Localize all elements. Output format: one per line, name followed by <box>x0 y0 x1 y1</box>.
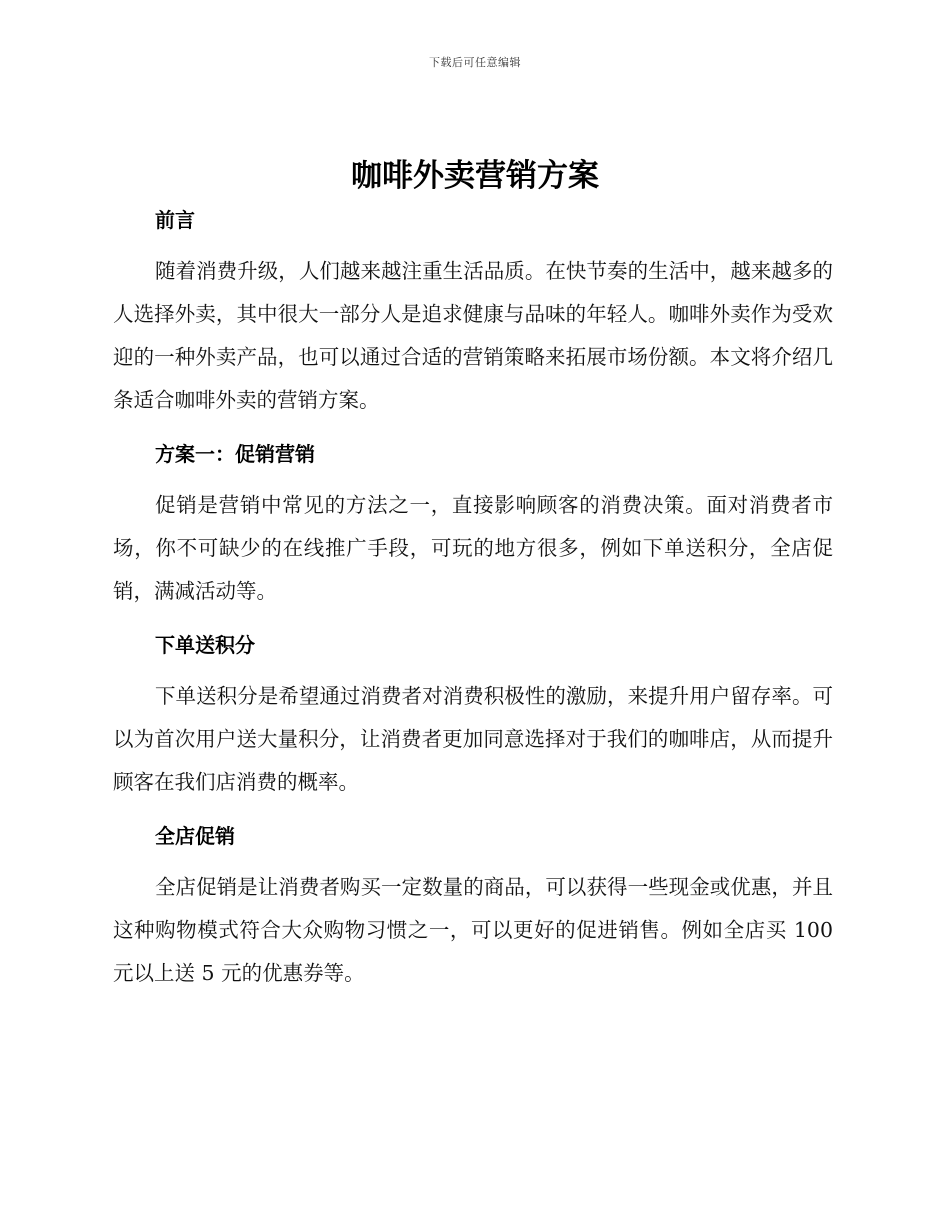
spacer <box>113 804 833 816</box>
section-body-points: 下单送积分是希望通过消费者对消费积极性的激励，来提升用户留存率。可以为首次用户送大量积分，让消费者更加同意选择对于我们的咖啡店，从而提升顾客在我们店消费的概率。 <box>113 684 833 794</box>
section-heading-store-promo: 全店促销 <box>155 824 235 848</box>
document-body <box>113 200 833 995</box>
section-heading-points: 下单送积分 <box>155 633 255 657</box>
section-body-store-promo: 全店促销是让消费者购买一定数量的商品，可以获得一些现金或优惠，并且这种购物模式符合大众购物习惯之一，可以更好的促进销售。例如全店买 100 元以上送 5 元的优惠券等。 <box>113 875 833 985</box>
spacer <box>113 240 833 250</box>
header-note: 下载后可任意编辑 <box>429 56 521 69</box>
section-heading-plan-one: 方案一：促销营销 <box>155 442 315 466</box>
document-title: 咖啡外卖营销方案 <box>351 158 599 194</box>
section-heading-preface: 前言 <box>155 208 195 232</box>
section-body-preface: 随着消费升级，人们越来越注重生活品质。在快节奏的生活中，越来越多的人选择外卖，其中很大一部分人是追求健康与品味的年轻人。咖啡外卖作为受欢迎的一种外卖产品，也可以通过合适的营销策略来拓展市场份额。本文将介绍几条适合咖啡外卖的营销方案。 <box>113 259 833 412</box>
spacer <box>113 474 833 484</box>
spacer <box>113 613 833 625</box>
spacer <box>113 422 833 434</box>
spacer <box>113 856 833 866</box>
spacer <box>113 665 833 675</box>
section-body-plan-one: 促销是营销中常见的方法之一，直接影响顾客的消费决策。面对消费者市场，你不可缺少的在线推广手段，可玩的地方很多，例如下单送积分，全店促销，满减活动等。 <box>113 493 833 603</box>
